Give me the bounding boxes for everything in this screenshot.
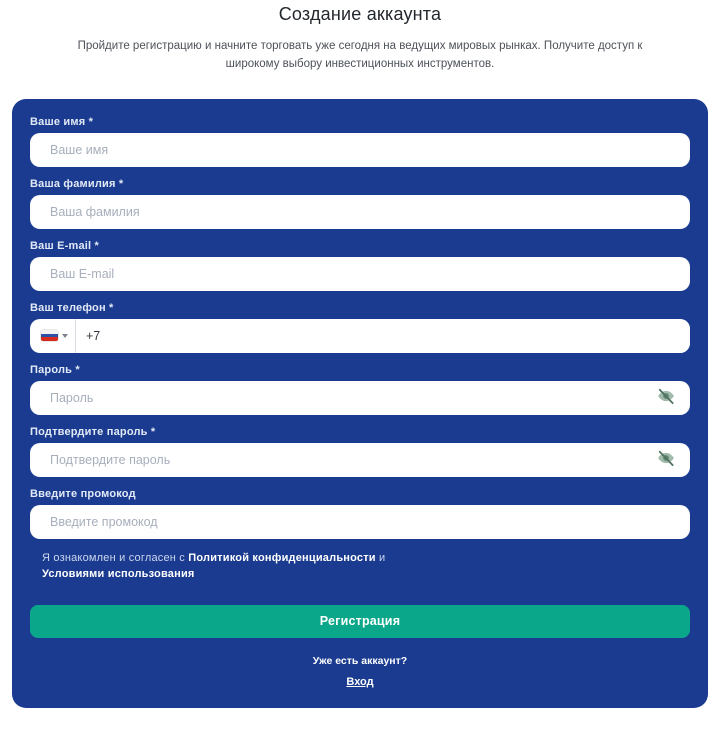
- confirm-password-input-wrap: [30, 443, 690, 477]
- field-promo: [30, 488, 690, 539]
- phone-input-box: [30, 319, 690, 353]
- chevron-down-icon: [62, 334, 68, 338]
- phone-number-input[interactable]: [76, 319, 690, 353]
- promo-label: Введите промокод: [30, 487, 136, 500]
- agreement-text: [30, 550, 440, 583]
- terms-of-use-link[interactable]: Условиями использования: [42, 568, 195, 581]
- eye-slash-icon: [656, 386, 676, 409]
- registration-form-panel: [12, 99, 708, 708]
- country-select[interactable]: [30, 319, 75, 353]
- first-name-input[interactable]: [30, 133, 690, 167]
- toggle-confirm-password-visibility-button[interactable]: [655, 449, 677, 471]
- phone-label: Ваш телефон *: [30, 301, 114, 314]
- field-first-name: [30, 116, 690, 167]
- field-password: [30, 364, 690, 415]
- page-subtitle: Пройдите регистрацию и начните торговать уже сегодня на ведущих мировых рынках. Получите доступ к широкому выбору инвестиционных инструментов.: [77, 40, 643, 70]
- field-phone: [30, 302, 690, 353]
- login-link[interactable]: Вход: [346, 675, 374, 688]
- confirm-password-input[interactable]: [30, 443, 690, 477]
- privacy-policy-link[interactable]: Политикой конфиденциальности: [188, 551, 376, 564]
- first-name-label: Ваше имя *: [30, 115, 94, 128]
- register-button[interactable]: Регистрация: [30, 605, 690, 638]
- email-label: Ваш E-mail *: [30, 239, 100, 252]
- password-input-wrap: [30, 381, 690, 415]
- eye-slash-icon: [656, 448, 676, 471]
- registration-page: [0, 4, 720, 708]
- field-confirm-password: [30, 426, 690, 477]
- confirm-password-label: Подтвердите пароль *: [30, 425, 156, 438]
- password-label: Пароль *: [30, 363, 80, 376]
- promo-input[interactable]: [30, 505, 690, 539]
- toggle-password-visibility-button[interactable]: [655, 387, 677, 409]
- field-last-name: [30, 178, 690, 229]
- page-title: Создание аккаунта: [278, 4, 442, 24]
- have-account-text: Уже есть аккаунт?: [312, 654, 408, 667]
- agreement-prefix: Я ознакомлен и согласен с: [42, 551, 186, 564]
- agreement-conjunction: и: [379, 551, 386, 564]
- russia-flag-icon: [41, 330, 58, 341]
- email-input[interactable]: [30, 257, 690, 291]
- last-name-input[interactable]: [30, 195, 690, 229]
- field-email: [30, 240, 690, 291]
- password-input[interactable]: [30, 381, 690, 415]
- last-name-label: Ваша фамилия *: [30, 177, 124, 190]
